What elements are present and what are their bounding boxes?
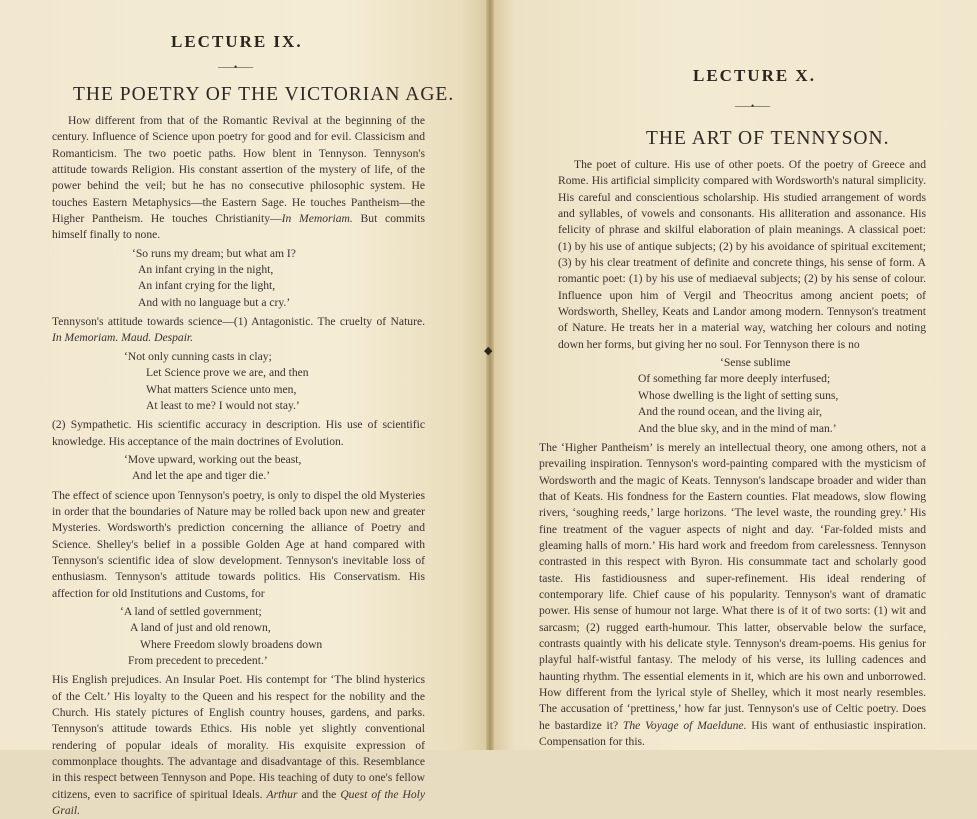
poem-quote: [52, 246, 425, 311]
poem-quote: [52, 452, 425, 485]
lecture-body: [52, 113, 425, 819]
chapter-title: THE POETRY OF THE VICTORIAN AGE.: [73, 84, 455, 105]
poem-line: Let Science prove we are, and then: [146, 366, 309, 380]
poem-line: Whose dwelling is the light of setting suns,: [638, 388, 839, 402]
ornament-divider: ——•——: [218, 62, 253, 72]
lecture-heading: LECTURE IX.: [171, 32, 303, 51]
poem-line: An infant crying for the light,: [138, 279, 276, 293]
poem-line: ‘Not only cunning casts in clay;: [124, 349, 272, 363]
poem-line: At least to me? I would not stay.’: [146, 398, 300, 412]
poem-line: ‘Move upward, working out the beast,: [124, 452, 302, 466]
poem-line: Of something far more deeply interfused;: [638, 372, 831, 386]
poem-line: ‘So runs my dream; but what am I?: [132, 246, 296, 260]
chapter-title: THE ART OF TENNYSON.: [646, 128, 890, 149]
poem-line: And let the ape and tiger die.’: [132, 469, 271, 483]
lecture-body: [539, 157, 926, 750]
paragraph: Tennyson's attitude towards science—(1) Antagonistic. The cruelty of Nature. In Memoriam. Maud. Despair.: [52, 315, 425, 345]
paragraph: (2) Sympathetic. His scientific accuracy in description. His use of scientific knowledge. His acceptance of the main doctrines of Evolution.: [52, 418, 425, 448]
paragraph: His English prejudices. An Insular Poet. His contempt for ‘The blind hysterics of the Celt.’ His loyalty to the Queen and his respect for the nobility and the Church. His stately pictures of English country houses, gardens, and parks. Tennyson's attitude towards Ethics. His noble yet slightly conventional rendering of popular ideals of morality. His exquisite expression of commonplace thoughts. The advantage and disadvantage of this. Resemblance in this respect between Tennyson and Pope. His teaching of duty to one's fellow citizens, even to sacrifice of spiritual Ideals. Arthur and the Quest of the Holy Grail.: [52, 673, 426, 818]
poem-line: An infant crying in the night,: [138, 263, 274, 277]
ornament-divider: ——•——: [735, 101, 770, 111]
poem-line: What matters Science unto men,: [146, 382, 297, 396]
poem-quote: [52, 604, 425, 669]
lecture-heading: LECTURE X.: [693, 66, 816, 85]
poem-quote: [52, 349, 425, 414]
poem-line: A land of just and old renown,: [130, 621, 271, 635]
poem-line: ‘A land of settled government;: [120, 604, 262, 618]
poem-line: Where Freedom slowly broadens down: [140, 637, 323, 651]
poem-line: And with no language but a cry.’: [138, 295, 291, 309]
paragraph: How different from that of the Romantic Revival at the beginning of the century. Influence of Science upon poetry for good and for evil. Classicism and Romanticism. The two poetic paths. How blent in Tennyson. Tennyson's attitude towards Religion. His constant assertion of the mystery of life, of the power behind the veil; but he has no consecutive philosophic system. He touches Eastern Metaphysics—the Eastern Sage. He touches Pantheism—the Higher Pantheism. He touches Christianity—In Memoriam. But commits himself finally to none.: [52, 114, 425, 242]
paragraph: The effect of science upon Tennyson's poetry, is only to dispel the old Mysteries in order that the boundaries of Nature may be rolled back upon new and greater Mysteries. Wordsworth's prediction concerning the alliance of Poetry and Science. Shelley's belief in a possible Golden Age at hand compared with Tennyson's scientific idea of slow development. Tennyson's inevitable loss of enthusiasm. Tennyson's attitude towards politics. His Conservatism. His affection for old Institutions and Customs, for: [52, 488, 425, 600]
poem-line: And the round ocean, and the living air,: [638, 405, 823, 419]
poem-line: From precedent to precedent.’: [128, 654, 268, 667]
paragraph: The ‘Higher Pantheism’ is merely an intellectual theory, one among others, not a prevailing inspiration. Tennyson's word-painting compared with the mysticism of Wordsworth and the magic of Keats. Tennyson's landscape broader and wider than that of Keats. His fondness for the Eastern counties. Flat meadows, slow flowing rivers, ‘soughing reeds,’ large horizons. ‘The level waste, the rounding grey.’ His fine treatment of the vaguer aspects of night and day. ‘Far-folded mists and gleaming halls of morn.’ His hard work and freedom from carelessness. Tennyson contrasted in this respect with Byron. His consummate tact and scholarly good taste. His fastidiousness and super-refinement. His ideal rendering of contemporary life. Chief cause of his popularity. Tennyson's want of dramatic power. His sense of humour not large. What there is of it of two sorts: (1) wit and sarcasm; (2) rugged earth-humour. This latter, observable below the surface, contrasts quaintly with his delicate style. Tennyson's dream-poems. His genius for playful half-wistful fantasy. The melody of his verse, its lulling cadences and haunting rhythm. The essential elements in it, which are his own and unborrowed. How different from the lyrical style of Shelley, which it most nearly resembles. The accusation of ‘prettiness,’ how far just. Tennyson's use of Celtic poetry. Does he bastardize it? The Voyage of Maeldune. His want of enthusiastic inspiration. Compensation for this.: [539, 440, 926, 749]
binding-thread-icon: ◆: [484, 345, 493, 357]
poem-line: And the blue sky, and in the mind of man.’: [638, 421, 837, 435]
paragraph: The poet of culture. His use of other poets. Of the poetry of Greece and Rome. His artificial simplicity compared with Wordsworth's natural simplicity. His careful and conscientious scholarship. His studied arrangement of words and syllables, of vowels and consonants. His alliteration and assonance. His felicity of phrase and skilful elaboration of plain meanings. A classical poet: (1) by his use of antique subjects; (2) by his avoidance of spiritual excitement; (3) by his clear treatment of definite and concrete things, his sense of form. A romantic poet: (1) by his use of mediaeval subjects; (2) by his sense of colour. Influence upon him of Vergil and Theocritus among ancient poets; of Wordsworth, Shelley, Keats and Landor among modern. Tennyson's treatment of Nature. He treats her in a material way, watching her colours and noting down her forms, but giving her no soul. For Tennyson there is no: [558, 158, 926, 351]
poem-quote: [558, 355, 926, 437]
book-gutter: [486, 0, 494, 750]
poem-line: ‘Sense sublime: [720, 356, 791, 370]
